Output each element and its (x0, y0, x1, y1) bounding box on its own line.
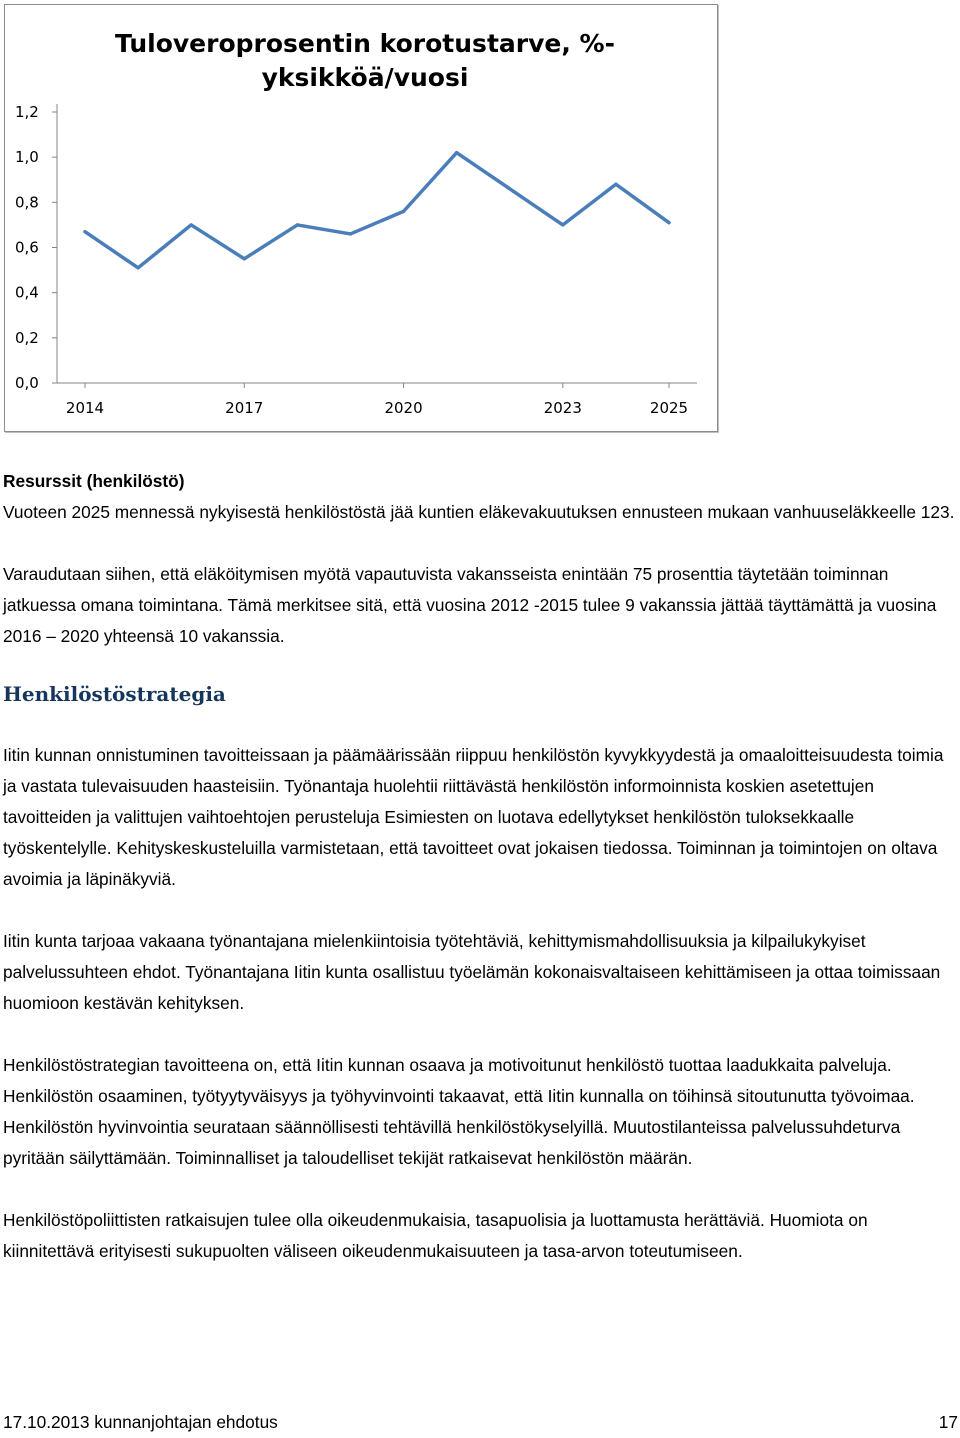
strategy-paragraph-2: Iitin kunta tarjoaa vakaana työnantajana mielenkiintoisia työtehtäviä, kehittymismahdollisuuksia ja kilpailukykyiset palvelussuhteen ehdot. Työnantajana Iitin kunta osallistuu työelämän kokonaisvaltaiseen kehittämiseen ja ottaa toimissaan huomioon kestävän kehityksen. (3, 931, 941, 1013)
data-point (455, 151, 458, 154)
data-point (402, 210, 405, 213)
data-point (136, 266, 139, 269)
data-point (614, 183, 617, 186)
x-tick-label: 2020 (384, 399, 423, 417)
data-point (508, 187, 511, 190)
line-chart (5, 5, 717, 431)
y-tick-label: 0,6 (15, 238, 39, 257)
y-tick-label: 0,8 (15, 193, 39, 212)
page-footer (3, 1407, 958, 1438)
x-tick-label: 2023 (543, 399, 582, 417)
x-tick-label: 2025 (649, 399, 689, 417)
strategy-paragraph-3: Henkilöstöstrategian tavoitteena on, että Iitin kunnan osaava ja motivoitunut henkilöstö tuottaa laadukkaita palveluja. Henkilöstön osaaminen, työtyytyväisyys ja työhyvinvointi takaavat, että Iitin kunnalla on töihinsä sitoutunutta työvoimaa. Henkilöstön hyvinvointia seurataan säännöllisesti tehtävillä henkilöstökyselyillä. Muutostilanteissa palvelussuhdeturva pyritään säilyttämään. Toiminnalliset ja taloudelliset tekijät ratkaisevat henkilöstön määrän. (3, 1055, 915, 1168)
data-point (296, 223, 299, 226)
data-point (83, 230, 86, 233)
resources-heading: Resurssit (henkilöstö) (3, 471, 185, 491)
data-point (667, 221, 670, 224)
series-line (85, 153, 669, 268)
y-tick-label: 0,2 (15, 328, 39, 347)
chart-title-line-2: yksikköä/vuosi (261, 63, 469, 92)
data-point (243, 257, 246, 260)
chart-frame (4, 4, 718, 432)
y-tick-label: 0,0 (15, 374, 39, 392)
data-point (561, 223, 564, 226)
data-point (349, 232, 352, 235)
x-tick-label: 2017 (225, 399, 264, 417)
document-body (3, 466, 958, 1267)
x-tick-label: 2014 (65, 399, 105, 417)
strategy-paragraph-1: Iitin kunnan onnistuminen tavoitteissaan ja päämäärissään riippuu henkilöstön kyvykkyydestä ja omaaloitteisuudesta toimia ja vastata tulevaisuuden haasteisiin. Työnantaja huolehtii riittävästä henkilöstön informoinnista koskien asetettujen tavoitteiden ja valittujen vaihtoehtojen perusteluja Esimiesten on luotava edellytykset henkilöstön tuloksekkaalle työskentelylle. Kehityskeskusteluilla varmistetaan, että tavoitteet ovat jokaisen tiedossa. Toiminnan ja toimintojen on oltava avoimia ja läpinäkyviä. (3, 745, 944, 889)
resources-paragraph-2: Varaudutaan siihen, että eläköitymisen myötä vapautuvista vakansseista enintään 75 prosenttia täytetään toiminnan jatkuessa omana toimintana. Tämä merkitsee sitä, että vuosina 2012 -2015 tulee 9 vakanssia jättää täyttämättä ja vuosina 2016 – 2020 yhteensä 10 vakanssia. (3, 564, 937, 646)
chart-title-line-1: Tuloveroprosentin korotustarve, %- (115, 29, 615, 58)
y-tick-label: 1,2 (15, 103, 39, 121)
footer-date-note: 17.10.2013 kunnanjohtajan ehdotus (3, 1412, 278, 1432)
page-number: 17 (938, 1412, 958, 1432)
strategy-heading: Henkilöstöstrategia (3, 682, 226, 706)
y-tick-label: 1,0 (15, 148, 39, 167)
y-tick-label: 0,4 (15, 283, 39, 302)
strategy-paragraph-4: Henkilöstöpoliittisten ratkaisujen tulee olla oikeudenmukaisia, tasapuolisia ja luottamusta herättäviä. Huomiota on kiinnitettävä erityisesti sukupuolten väliseen oikeudenmukaisuuteen ja tasa-arvon toteutumiseen. (3, 1210, 868, 1261)
resources-paragraph-1: Vuoteen 2025 mennessä nykyisestä henkilöstöstä jää kuntien eläkevakuutuksen ennusteen mukaan vanhuuseläkkeelle 123. (3, 502, 955, 522)
data-point (190, 223, 193, 226)
